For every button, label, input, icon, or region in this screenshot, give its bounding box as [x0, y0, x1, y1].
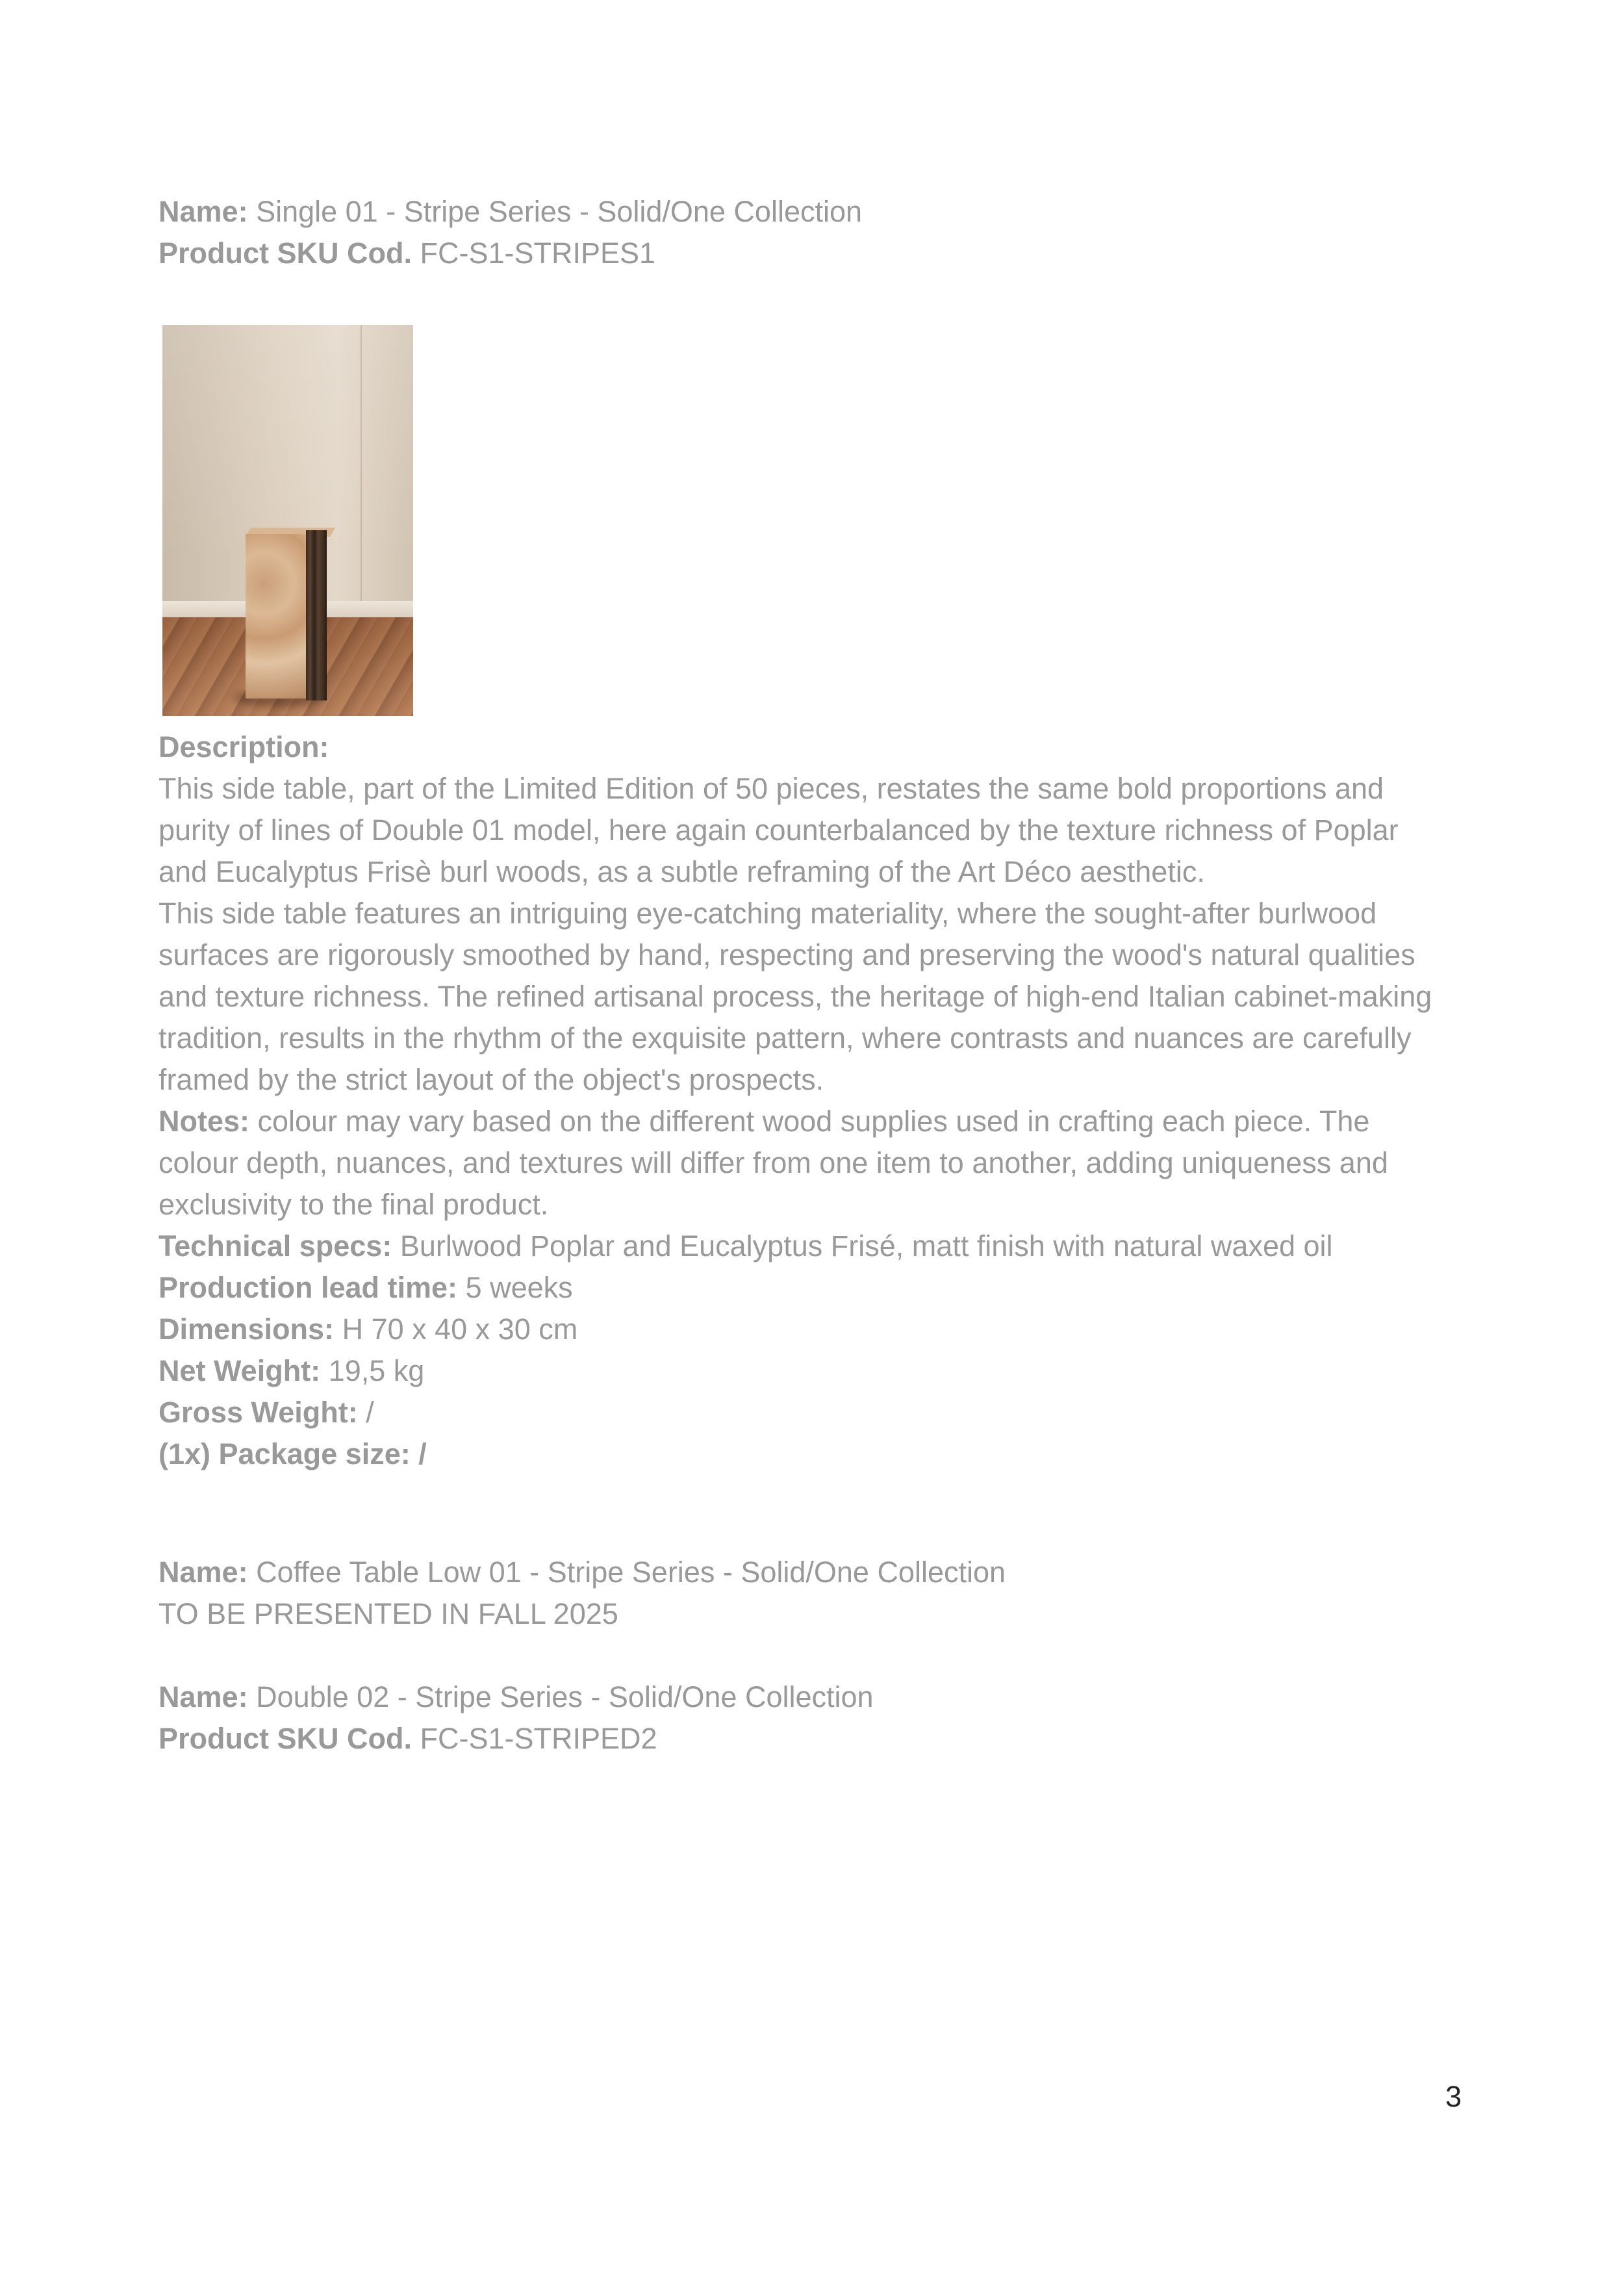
- product-1-name: Single 01 - Stripe Series - Solid/One Collection: [256, 195, 863, 228]
- product-1-sku-line: Product SKU Cod. FC-S1-STRIPES1: [159, 237, 656, 270]
- page-number: 3: [1445, 2080, 1462, 2113]
- product-1-header: [159, 191, 1477, 274]
- description-label: Description:: [159, 730, 329, 763]
- product-3-sku: FC-S1-STRIPED2: [420, 1722, 657, 1755]
- notes-line: exclusivity to the final product.: [159, 1188, 549, 1221]
- description-line: and Eucalyptus Frisè burl woods, as a subtle reframing of the Art Déco aesthetic.: [159, 855, 1205, 888]
- product-2-note: TO BE PRESENTED IN FALL 2025: [159, 1597, 618, 1630]
- notes-line: Notes: colour may vary based on the different wood supplies used in crafting each piece. The: [159, 1105, 1370, 1138]
- net-weight: Net Weight: 19,5 kg: [159, 1354, 425, 1387]
- description-line: purity of lines of Double 01 model, here again counterbalanced by the texture richness of Poplar: [159, 814, 1399, 847]
- gross-weight: Gross Weight: /: [159, 1396, 374, 1429]
- side-table-photo: [162, 325, 413, 716]
- notes-line: colour depth, nuances, and textures will differ from one item to another, adding uniqueness and: [159, 1146, 1388, 1179]
- product-2-name: Coffee Table Low 01 - Stripe Series - Solid/One Collection: [256, 1556, 1006, 1589]
- technical-specs: Technical specs: Burlwood Poplar and Eucalyptus Frisé, matt finish with natural waxed oil: [159, 1229, 1333, 1263]
- description-line: This side table, part of the Limited Edition of 50 pieces, restates the same bold proportions and: [159, 772, 1384, 805]
- product-3-name: Double 02 - Stripe Series - Solid/One Collection: [256, 1680, 874, 1713]
- product-3: [159, 1676, 1477, 1760]
- product-2: [159, 1552, 1477, 1635]
- product-2-name-line: Name: Coffee Table Low 01 - Stripe Series - Solid/One Collection: [159, 1556, 1006, 1589]
- product-3-sku-line: Product SKU Cod. FC-S1-STRIPED2: [159, 1722, 657, 1755]
- description-line: tradition, results in the rhythm of the exquisite pattern, where contrasts and nuances are carefully: [159, 1021, 1412, 1055]
- dimensions: Dimensions: H 70 x 40 x 30 cm: [159, 1313, 578, 1346]
- production-lead-time: Production lead time: 5 weeks: [159, 1271, 573, 1304]
- description-line: framed by the strict layout of the object's prospects.: [159, 1063, 824, 1096]
- product-1-details: [159, 726, 1477, 1475]
- product-1-name-line: Name: Single 01 - Stripe Series - Solid/One Collection: [159, 195, 863, 228]
- description-line: surfaces are rigorously smoothed by hand, respecting and preserving the wood's natural qualities: [159, 938, 1415, 971]
- product-3-name-line: Name: Double 02 - Stripe Series - Solid/One Collection: [159, 1680, 874, 1713]
- package-size: (1x) Package size: /: [159, 1437, 427, 1470]
- product-1-sku: FC-S1-STRIPES1: [420, 237, 656, 270]
- description-line: and texture richness. The refined artisanal process, the heritage of high-end Italian cabinet-making: [159, 980, 1432, 1013]
- description-line: This side table features an intriguing eye-catching materiality, where the sought-after burlwood: [159, 897, 1377, 930]
